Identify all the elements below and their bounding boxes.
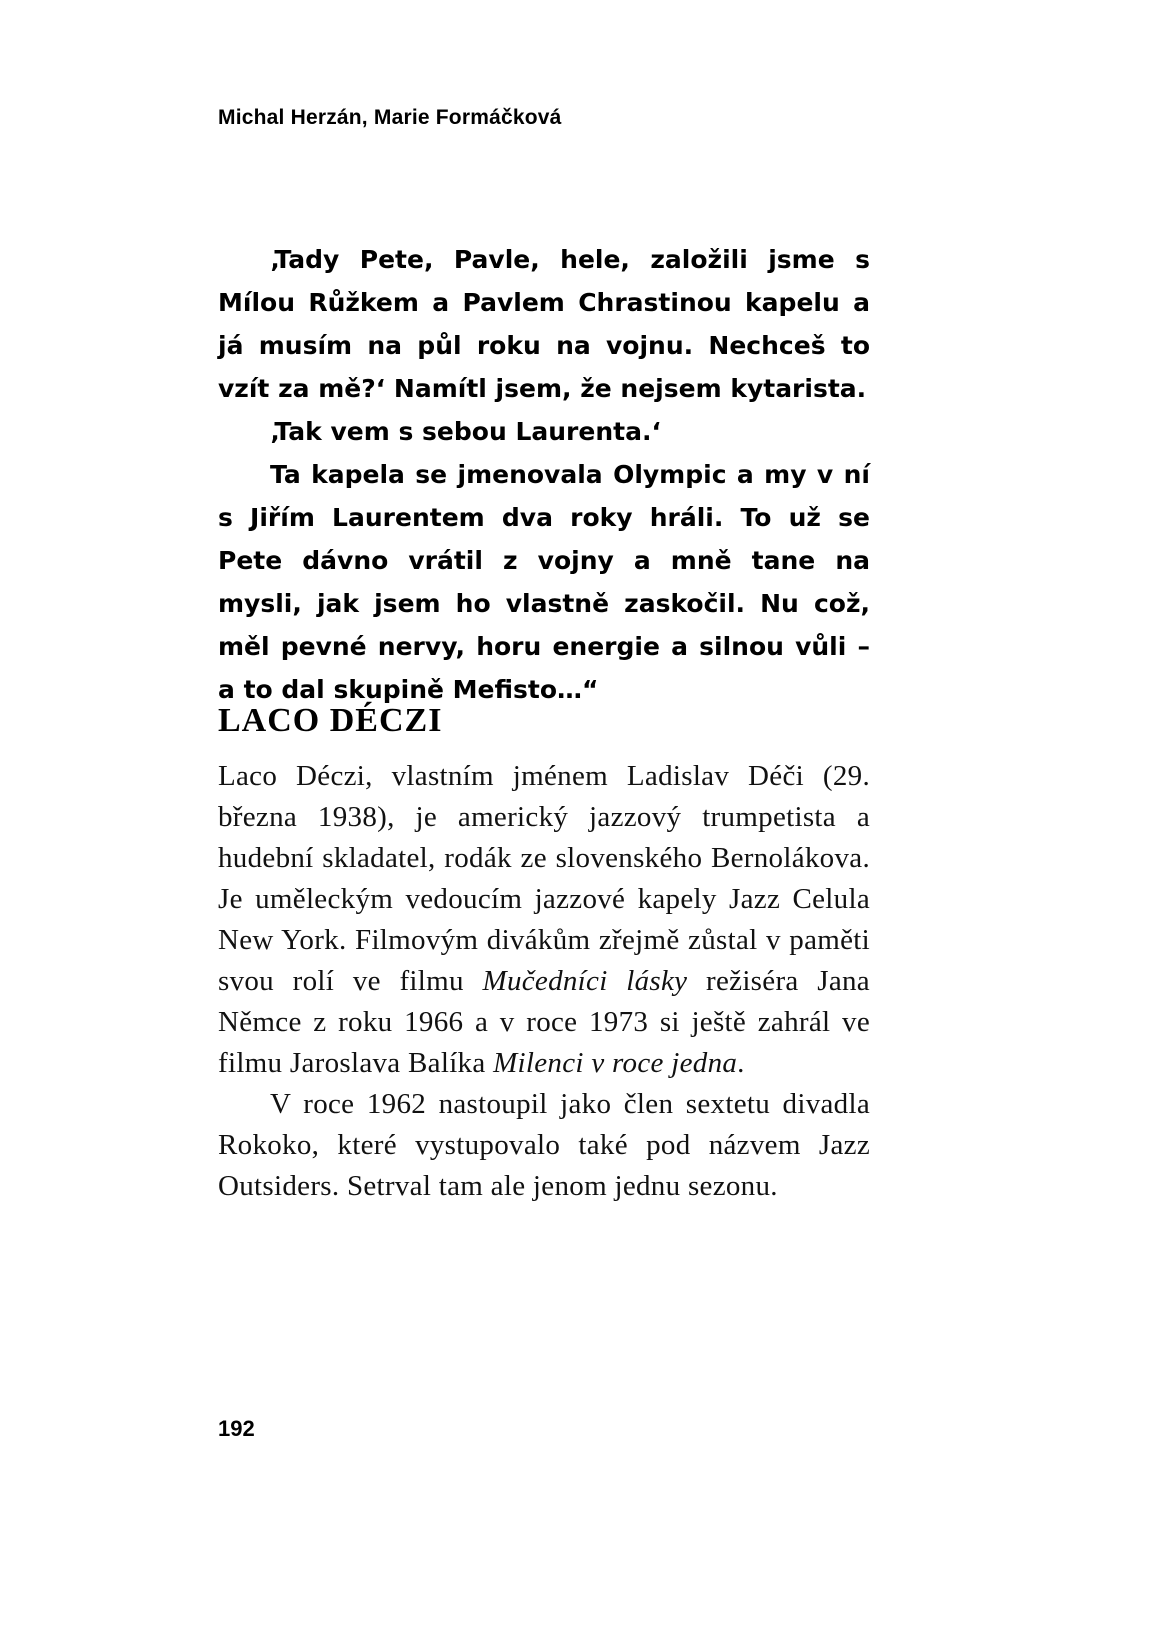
running-header: Michal Herzán, Marie Formáčková <box>218 106 562 129</box>
body-text <box>218 756 870 1207</box>
quote-paragraph: ‚Tady Pete, Pavle, hele, založili jsme s Mílou Růžkem a Pavlem Chrastinou kapelu a já musím na půl roku na vojnu. Nechceš to vzít za mě?‘ Namítl jsem, že nejsem kytarista. <box>218 245 870 403</box>
page-number: 192 <box>218 1416 255 1441</box>
quote-paragraph: ‚Tak vem s sebou Laurenta.‘ <box>270 417 661 446</box>
section-heading: LACO DÉCZI <box>218 702 443 739</box>
quote-paragraph: Ta kapela se jmenovala Olympic a my v ní s Jiřím Laurentem dva roky hráli. To už se Pete dávno vrátil z vojny a mně tane na mysli, jak jsem ho vlastně zaskočil. Nu což, měl pevné nervy, horu energie a silnou vůli – a to dal skupině Mefisto…“ <box>218 460 870 704</box>
body-paragraph: Laco Déczi, vlastním jménem Ladislav Déči (29. března 1938), je americký jazzový trumpetista a hudební skladatel, rodák ze slovenského Bernolákova. Je uměleckým vedoucím jazzové kapely Jazz Celula New York. Filmovým divákům zřejmě zůstal v paměti svou rolí ve filmu Mučedníci lásky režiséra Jana Němce z roku 1966 a v roce 1973 si ještě zahrál ve filmu Jaroslava Balíka Milenci v roce jedna. <box>218 760 870 1079</box>
body-paragraph: V roce 1962 nastoupil jako člen sextetu divadla Rokoko, které vystupovalo také pod názvem Jazz Outsiders. Setrval tam ale jenom jednu sezonu. <box>218 1088 870 1202</box>
quote-block <box>218 238 870 711</box>
